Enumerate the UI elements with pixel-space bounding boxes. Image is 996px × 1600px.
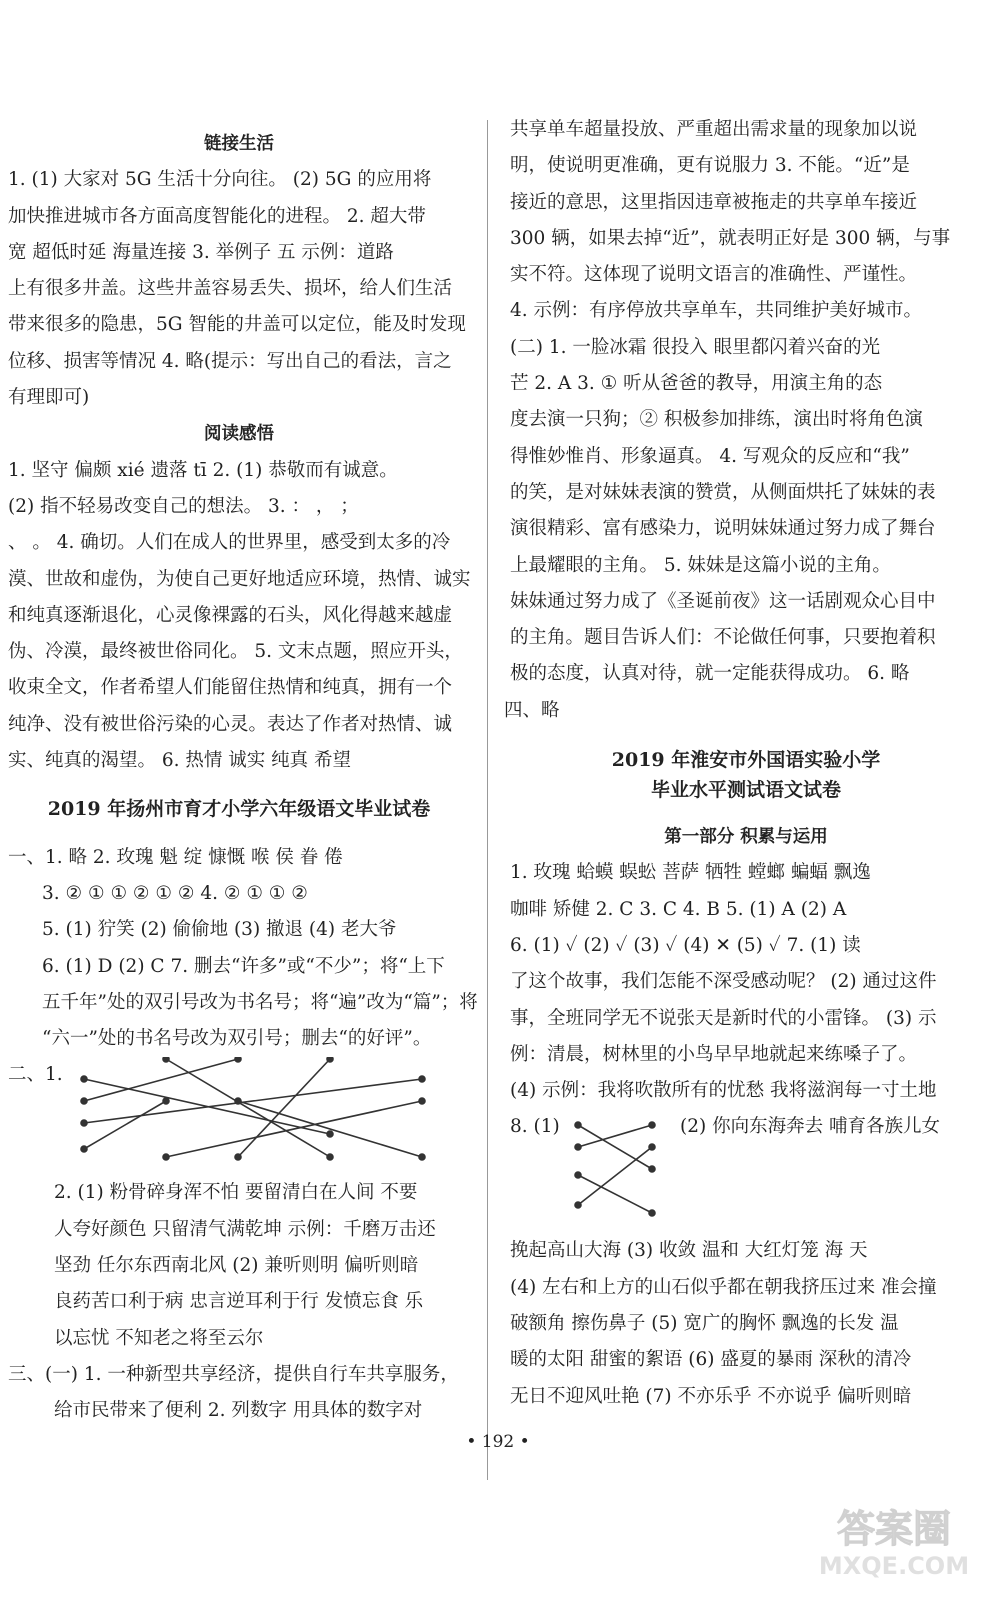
text-line: 实、纯真的渴望。 6. 热情 诚实 纯真 希望 [8,750,352,772]
text-line: 实不符。这体现了说明文语言的准确性、严谨性。 [510,264,918,286]
q8-label: 8. (1) [510,1116,560,1138]
watermark-logo [806,1500,982,1582]
right-mid-body [510,855,982,1109]
text-line: 人夸好颜色 只留清气满乾坤 示例：千磨万击还 [54,1218,436,1240]
page-number: • 192 • [466,1432,530,1452]
section-heading-linking-life: 链接生活 [204,134,274,154]
text-line: (4) 示例：我将吹散所有的忧愁 我将滋润每一寸土地 [510,1080,937,1102]
section1-body [8,162,470,416]
column-divider [487,120,488,1480]
text-line: (4) 左右和上方的山石似乎都在朝我挤压过来 准会撞 [510,1276,937,1298]
text-line: 1. (1) 大家对 5G 生活十分向往。 (2) 5G 的应用将 [8,169,432,191]
text-line: 共享单车超量投放、严重超出需求量的现象加以说 [510,119,918,140]
left-column [8,126,478,1430]
text-line: 给市民带来了便利 2. 列数字 用具体的数字对 [54,1400,423,1422]
text-line: 1. 坚守 偏颇 xié 遗落 tī 2. (1) 恭敬而有诚意。 [8,459,398,481]
q8-block [510,1109,982,1233]
text-line: 上最耀眼的主角。 5. 妹妹是这篇小说的主角。 [510,554,891,576]
text-line: 坚劲 任尔东西南北风 (2) 兼听则明 偏听则暗 [54,1255,419,1277]
text-line: 300 辆，如果去掉“近”，就表明正好是 300 辆，与事 [510,227,951,249]
text-line: 以忘忧 不知老之将至云尔 [54,1327,264,1349]
text-line: 事，全班同学无不说张天是新时代的小雷锋。 (3) 示 [510,1007,937,1029]
text-line: 位移、损害等情况 4. 略(提示：写出自己的看法，言之 [8,350,452,372]
text-line: 暖的太阳 甜蜜的絮语 (6) 盛夏的暴雨 深秋的清冷 [510,1349,912,1371]
text-line: “六一”处的书名号改为双引号；删去“的好评”。 [42,1028,432,1050]
text-line: 有理即可) [8,387,90,409]
text-line: 1. 玫瑰 蛤蟆 蜈蚣 菩萨 牺牲 螳螂 蝙蝠 飘逸 [510,862,871,884]
text-line: 度去演一只狗；② 积极参加排练，演出时将角色演 [510,409,923,431]
part1-body [8,840,478,1058]
section2-body [8,453,470,780]
q8-text: (2) 你向东海奔去 哺育各族儿女 [680,1116,940,1138]
text-line: 加快推进城市各方面高度智能化的进程。 2. 超大带 [8,205,426,227]
part-one-heading: 第一部分 积累与运用 [664,827,828,848]
part3-body [8,1357,470,1430]
text-line: 接近的意思，这里指因违章被拖走的共享单车接近 [510,191,918,213]
text-line: 破额角 擦伤鼻子 (5) 宽广的胸怀 飘逸的长发 温 [510,1313,899,1335]
text-line: 妹妹通过努力成了《圣诞前夜》这一话剧观众心目中 [510,590,936,612]
text-line: 无日不迎风吐艳 (7) 不亦乐乎 不亦说乎 偏听则暗 [510,1385,912,1407]
part2-label: 二、1. [8,1064,63,1086]
text-line: 5. (1) 狞笑 (2) 偷偷地 (3) 撤退 (4) 老大爷 [42,919,397,941]
text-line: 和纯真逐渐退化，心灵像裸露的石头，风化得越来越虚 [8,604,453,626]
text-line: 演很精彩、富有感染力，说明妹妹通过努力成了舞台 [510,518,936,540]
text-line: 明，使说明更准确，更有说服力 3. 不能。“近”是 [510,155,910,177]
text-line: 、 。 4. 确切。人们在成人的世界里，感受到太多的冷 [8,532,451,554]
text-line: 6. (1) ✓ (2) ✓ (3) ✓ (4) ✕ (5) ✓ 7. (1) 读 [510,934,861,956]
text-line: 芒 2. A 3. ① 听从爸爸的教导，用演主角的态 [510,373,883,395]
text-line: 得惟妙惟肖、形象逼真。 4. 写观众的反应和“我” [510,445,910,467]
right-column [504,112,982,1415]
text-line: 收束全文，作者希望人们能留住热情和纯真，拥有一个 [8,677,453,699]
text-line: 挽起高山大海 (3) 收敛 温和 大红灯笼 海 天 [510,1240,868,1262]
exam-title-yangzhou: 2019 年扬州市育才小学六年级语文毕业试卷 [47,798,431,821]
text-line: 宽 超低时延 海量连接 3. 举例子 五 示例：道路 [8,241,394,263]
text-line: 3. ② ① ① ② ① ② 4. ② ① ① ② [42,882,308,904]
text-line: 四、略 [504,699,560,721]
exam-title-huaian-2: 毕业水平测试语文试卷 [650,779,841,802]
matching-lines-diagram [70,1057,490,1175]
text-line: 了这个故事，我们怎能不深受感动呢？ (2) 通过这件 [510,971,937,993]
section-heading-reading: 阅读感悟 [204,424,274,445]
text-line: 三、(一) 1. 一种新型共享经济，提供自行车共享服务， [8,1363,459,1385]
text-line: 五千年”处的双引号改为书名号；将“遍”改为“篇”；将 [42,991,478,1013]
right-top-body [504,112,982,729]
text-line: 漠、世故和虚伪，为使自己更好地适应环境，热情、诚实 [8,568,471,590]
text-line: 的笑，是对妹妹表演的赞赏，从侧面烘托了妹妹的表 [510,481,936,503]
text-line: 极的态度，认真对待，就一定能获得成功。 6. 略 [510,663,910,685]
right-bottom-body [510,1233,982,1414]
text-line: 上有很多井盖。这些井盖容易丢失、损坏，给人们生活 [8,278,453,300]
text-line: 的主角。题目告诉人们：不论做任何事，只要抱着积 [510,627,936,649]
text-line: 6. (1) D (2) C 7. 删去“许多”或“不少”；将“上下 [42,955,445,977]
text-line: 伪、冷漠，最终被世俗同化。 5. 文末点题，照应开头， [8,641,463,663]
text-line: (二) 1. 一脸冰霜 很投入 眼里都闪着兴奋的光 [510,336,881,358]
text-line: (2) 指不轻易改变自己的想法。 3. ： ， ； [8,495,359,517]
text-line: 一、1. 略 2. 玫瑰 魁 绽 慷慨 喉 侯 眷 倦 [8,846,343,868]
exam-title-huaian-1: 2019 年淮安市外国语实验小学 [611,749,881,772]
part2-body [8,1175,470,1356]
text-line: 带来很多的隐患，5G 智能的井盖可以定位，能及时发现 [8,314,466,336]
text-line: 纯净、没有被世俗污染的心灵。表达了作者对热情、诚 [8,713,453,735]
text-line: 例：清晨，树林里的小鸟早早地就起来练嗓子了。 [510,1043,918,1065]
watermark-line2: MXQE.COM [818,1552,970,1580]
text-line: 4. 示例：有序停放共享单车，共同维护美好城市。 [510,300,923,322]
text-line: 2. (1) 粉骨碎身浑不怕 要留清白在人间 不要 [54,1182,418,1204]
text-line: 良药苦口利于病 忠言逆耳利于行 发愤忘食 乐 [54,1291,424,1313]
text-line: 咖啡 矫健 2. C 3. C 4. B 5. (1) A (2) A [510,898,847,920]
q8-matching-diagram [568,1117,668,1227]
watermark-line1: 答案圈 [836,1507,952,1551]
matching-diagram-block [8,1057,470,1175]
